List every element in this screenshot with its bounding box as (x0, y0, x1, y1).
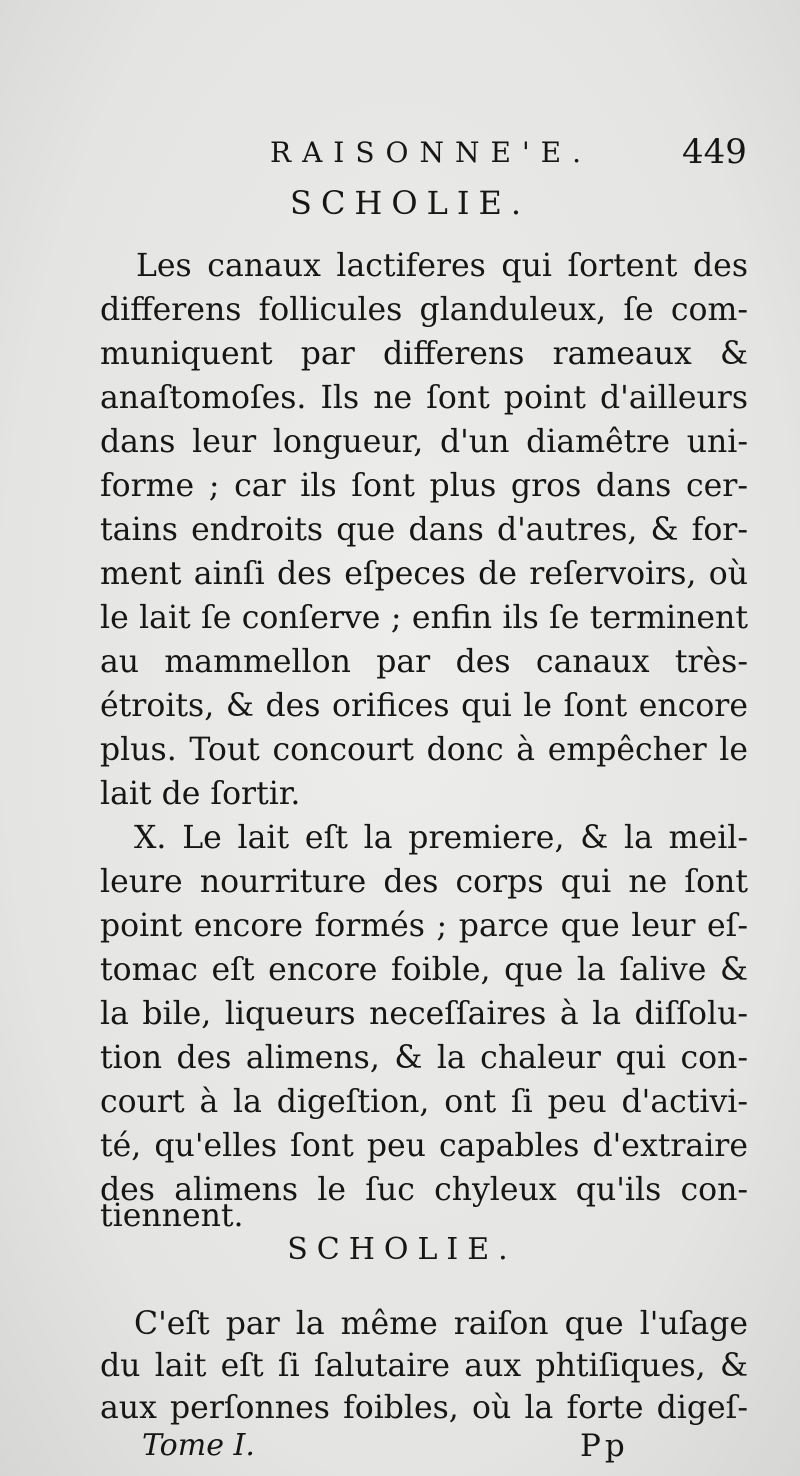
text-line: té, qu'elles ſont peu capables d'extraire (100, 1128, 748, 1164)
section-heading: SCHOLIE. (287, 1232, 517, 1267)
text-line: leure nourriture des corps qui ne ſont (100, 864, 748, 900)
text-line: tains endroits que dans d'autres, & for- (100, 512, 748, 548)
page-footer (0, 1428, 800, 1468)
signature-mark: Pp (580, 1428, 629, 1464)
text-line: Les canaux lactiferes qui ſortent des (136, 248, 748, 284)
page-number: 449 (682, 132, 747, 172)
text-line: differens follicules glanduleux, ſe com- (100, 292, 748, 328)
text-line: au mammellon par des canaux très- (100, 644, 748, 680)
text-line: plus. Tout concourt donc à empêcher le (100, 732, 748, 768)
text-line: point encore formés ; parce que leur eſ- (100, 908, 748, 944)
text-line: aux perſonnes foibles, où la forte digeſ- (100, 1390, 748, 1426)
text-line: dans leur longueur, d'un diamêtre uni- (100, 424, 748, 460)
text-line: tomac eſt encore foible, que la ſalive & (100, 952, 748, 988)
text-line: C'eſt par la même raiſon que l'uſage (134, 1306, 748, 1342)
text-line: le lait ſe conſerve ; enfin ils ſe terminent (100, 600, 748, 636)
text-line: étroits, & des orifices qui le ſont encore (100, 688, 748, 724)
text-line: anaſtomoſes. Ils ne ſont point d'ailleurs (100, 380, 748, 416)
text-line: du lait eſt ſi ſalutaire aux phtiſiques, & (100, 1348, 748, 1384)
text-line: la bile, liqueurs neceſſaires à la diſſolu- (100, 996, 748, 1032)
text-line: tiennent. (100, 1198, 244, 1234)
running-head (0, 132, 800, 172)
volume-label: Tome I. (142, 1428, 255, 1463)
text-line: lait de ſortir. (100, 776, 301, 812)
text-line: forme ; car ils ſont plus gros dans cer- (100, 468, 748, 504)
running-title: RAISONNE'E. (270, 136, 592, 169)
text-line: des alimens le ſuc chyleux qu'ils con- (100, 1172, 748, 1208)
text-line: tion des alimens, & la chaleur qui con- (100, 1040, 748, 1076)
text-line: X. Le lait eſt la premiere, & la meil- (134, 820, 748, 856)
text-line: ment ainſi des eſpeces de reſervoirs, où (100, 556, 748, 592)
text-line: muniquent par differens rameaux & (100, 336, 748, 372)
section-heading: SCHOLIE. (290, 184, 530, 222)
text-line: court à la digeſtion, ont ſi peu d'activi- (100, 1084, 748, 1120)
